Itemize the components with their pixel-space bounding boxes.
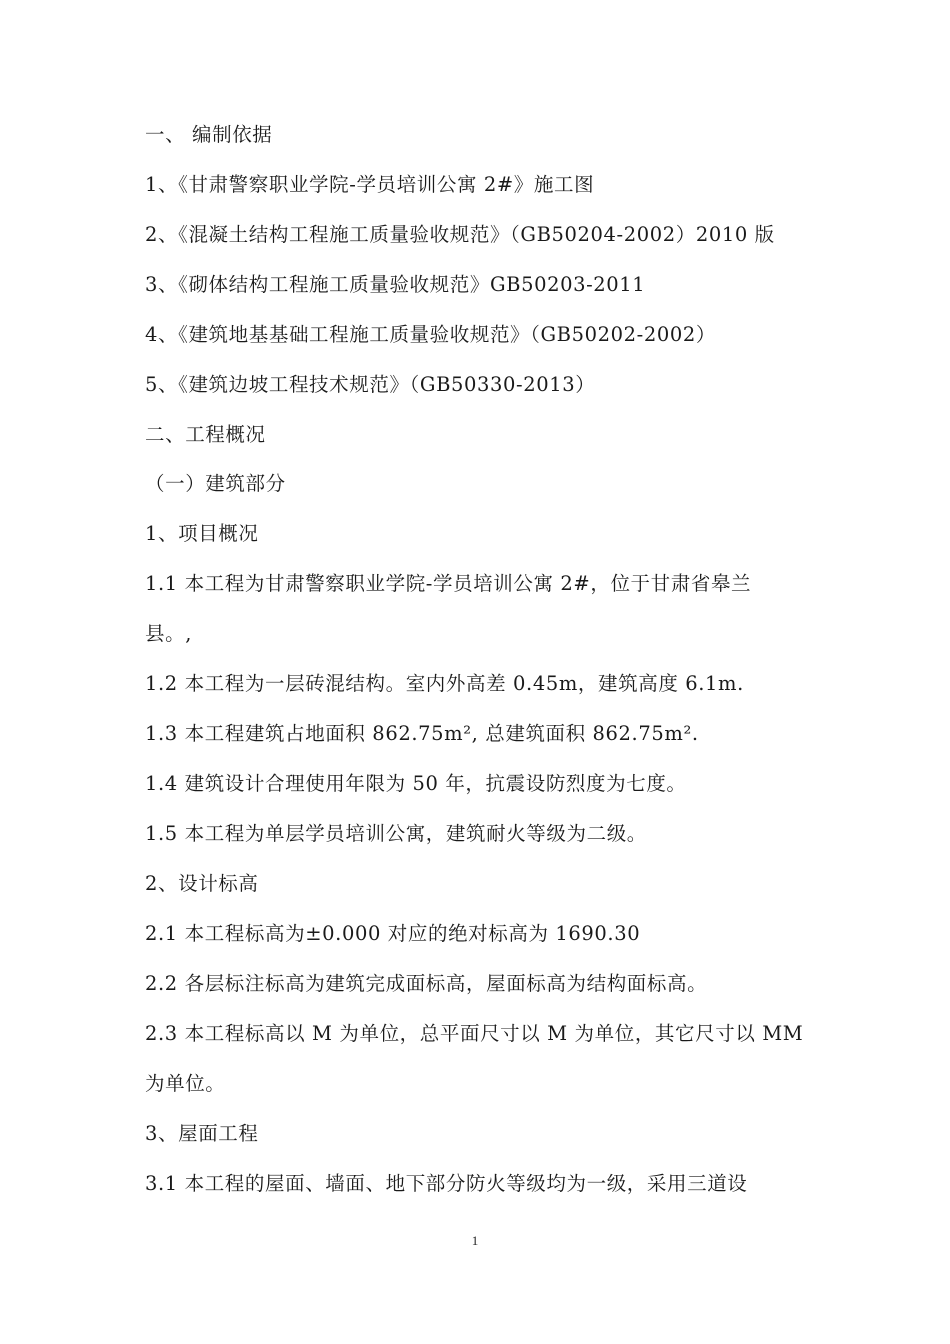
subheading-building: （一）建筑部分 bbox=[145, 472, 286, 495]
paragraph-2-2: 2.2 各层标注标高为建筑完成面标高，屋面标高为结构面标高。 bbox=[145, 972, 708, 995]
reference-item-5: 5、《建筑边坡工程技术规范》（GB50330-2013） bbox=[145, 373, 596, 396]
paragraph-2-3-cont: 为单位。 bbox=[145, 1072, 226, 1095]
reference-item-1: 1、《甘肃警察职业学院-学员培训公寓 2#》施工图 bbox=[145, 173, 595, 196]
reference-item-4: 4、《建筑地基基础工程施工质量验收规范》（GB50202-2002） bbox=[145, 323, 716, 346]
paragraph-1-1: 1.1 本工程为甘肃警察职业学院-学员培训公寓 2#，位于甘肃省皋兰 bbox=[145, 572, 752, 595]
heading-1: 一、 编制依据 bbox=[145, 123, 273, 146]
page-number: 1 bbox=[471, 1233, 479, 1248]
paragraph-1-3: 1.3 本工程建筑占地面积 862.75m², 总建筑面积 862.75m². bbox=[145, 722, 699, 745]
section-2-title: 2、设计标高 bbox=[145, 872, 259, 895]
section-1-title: 1、项目概况 bbox=[145, 522, 259, 545]
paragraph-2-1: 2.1 本工程标高为±0.000 对应的绝对标高为 1690.30 bbox=[145, 922, 641, 945]
paragraph-1-1-cont: 县。, bbox=[145, 622, 192, 645]
reference-item-3: 3、《砌体结构工程施工质量验收规范》GB50203-2011 bbox=[145, 273, 646, 296]
paragraph-3-1: 3.1 本工程的屋面、墙面、地下部分防火等级均为一级，采用三道设 bbox=[145, 1172, 748, 1195]
reference-item-2: 2、《混凝土结构工程施工质量验收规范》（GB50204-2002）2010 版 bbox=[145, 223, 775, 246]
section-3-title: 3、屋面工程 bbox=[145, 1122, 259, 1145]
paragraph-1-5: 1.5 本工程为单层学员培训公寓，建筑耐火等级为二级。 bbox=[145, 822, 647, 845]
heading-2: 二、工程概况 bbox=[145, 423, 266, 446]
paragraph-1-4: 1.4 建筑设计合理使用年限为 50 年，抗震设防烈度为七度。 bbox=[145, 772, 687, 795]
paragraph-1-2: 1.2 本工程为一层砖混结构。室内外高差 0.45m，建筑高度 6.1m. bbox=[145, 672, 744, 695]
paragraph-2-3: 2.3 本工程标高以 M 为单位，总平面尺寸以 M 为单位，其它尺寸以 MM bbox=[145, 1022, 804, 1045]
